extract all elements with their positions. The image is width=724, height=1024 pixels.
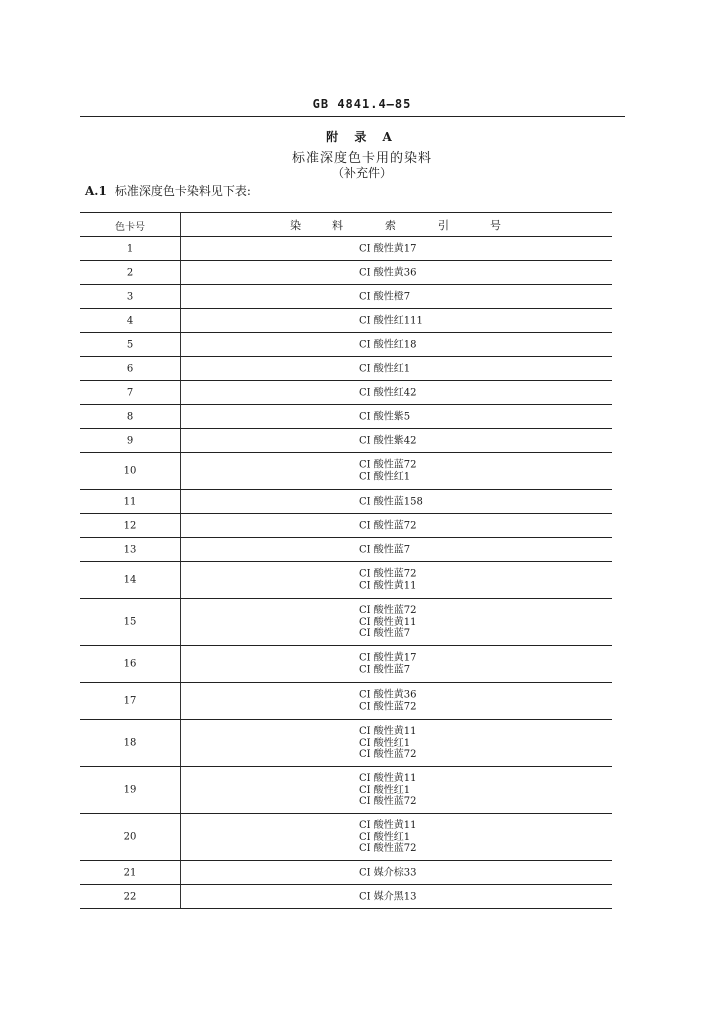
table-row: [80, 599, 612, 646]
column-divider: [180, 213, 181, 236]
dye-entry: CI 酸性黄17: [359, 242, 417, 254]
card-number-cell: 10: [123, 465, 137, 477]
column-divider: [180, 381, 181, 404]
table-row: [80, 261, 612, 285]
dye-entry: CI 酸性蓝72: [359, 795, 417, 807]
column-divider: [180, 237, 181, 260]
column-divider: [180, 599, 181, 645]
dye-entry: CI 酸性蓝72: [359, 459, 417, 471]
dye-entry: CI 酸性红42: [359, 386, 417, 398]
table-row: [80, 237, 612, 261]
dye-index-cell: [359, 544, 410, 556]
column-divider: [180, 309, 181, 332]
dye-entry: CI 酸性红1: [359, 784, 411, 796]
column-divider: [180, 538, 181, 561]
table-row: [80, 429, 612, 453]
column-divider: [180, 861, 181, 884]
column-divider: [180, 720, 181, 766]
column-divider: [180, 453, 181, 489]
dye-index-cell: [359, 773, 417, 808]
clause-text: 标准深度色卡染料见下表:: [114, 184, 251, 198]
header-char: 索: [385, 219, 396, 232]
dye-entry: CI 酸性蓝72: [359, 842, 417, 854]
table-row: [80, 538, 612, 562]
dye-entry: CI 酸性红1: [359, 362, 411, 374]
column-divider: [180, 767, 181, 813]
dye-index-cell: [359, 243, 417, 255]
card-number-cell: 6: [126, 363, 134, 374]
dye-entry: CI 酸性蓝158: [359, 495, 423, 507]
dye-entry: CI 酸性橙7: [359, 290, 411, 302]
table-row: [80, 514, 612, 538]
dye-index-cell: [359, 726, 417, 761]
dye-entry: CI 酸性紫42: [359, 434, 417, 446]
dye-index-cell: [359, 605, 417, 640]
dye-entry: CI 媒介黑13: [359, 890, 417, 902]
dye-entry: CI 酸性黄11: [359, 819, 417, 831]
column-divider: [180, 683, 181, 719]
table-row: [80, 309, 612, 333]
card-number-cell: 14: [123, 574, 137, 586]
dye-entry: CI 酸性黄11: [359, 616, 417, 628]
header-char: 料: [332, 219, 343, 232]
column-divider: [180, 562, 181, 598]
appendix-title: 标准深度色卡用的染料: [291, 151, 432, 166]
dye-index-cell: [359, 653, 417, 676]
table-row: [80, 720, 612, 767]
column-divider: [180, 490, 181, 513]
card-number-cell: 20: [123, 831, 137, 843]
standard-code-header: GB 4841.4—85: [312, 97, 412, 111]
dye-entry: CI 酸性红1: [359, 831, 411, 843]
table-row: [80, 405, 612, 429]
card-number-cell: 17: [123, 695, 137, 707]
dye-entry: CI 酸性蓝7: [359, 627, 411, 639]
dye-index-cell: [359, 291, 410, 303]
dye-index-cell: [359, 891, 417, 903]
dye-index-cell: [359, 267, 417, 279]
card-number-cell: 1: [126, 243, 134, 254]
card-number-cell: 16: [123, 658, 137, 670]
table-header: [80, 212, 612, 237]
dye-index-cell: [359, 569, 417, 592]
dye-entry: CI 酸性黄36: [359, 689, 417, 701]
card-number-cell: 7: [126, 387, 134, 398]
dye-index-cell: [359, 339, 417, 351]
card-number-cell: 13: [123, 544, 137, 555]
dye-entry: CI 酸性蓝72: [359, 604, 417, 616]
dye-entry: CI 酸性黄36: [359, 266, 417, 278]
table-row: [80, 562, 612, 599]
header-char: 引: [438, 219, 449, 232]
column-divider: [180, 646, 181, 682]
dye-entry: CI 酸性黄11: [359, 725, 417, 737]
card-number-cell: 12: [123, 520, 137, 531]
dye-entry: CI 酸性蓝7: [359, 543, 411, 555]
dye-index-cell: [359, 820, 417, 855]
card-number-cell: 4: [126, 315, 134, 326]
dye-index-cell: [359, 387, 417, 399]
column-divider: [180, 429, 181, 452]
clause-number: A.1: [85, 184, 107, 198]
table-row: [80, 861, 612, 885]
header-card-number: 色卡号: [115, 222, 145, 233]
dye-entry: CI 酸性蓝72: [359, 701, 417, 712]
column-divider: [180, 885, 181, 908]
card-number-cell: 2: [126, 267, 134, 278]
dye-entry: CI 酸性黄11: [359, 772, 417, 784]
header-rule: [80, 116, 625, 117]
dye-index-cell: [359, 435, 417, 447]
appendix-subtitle: （补充件）: [331, 166, 392, 180]
dye-entry: CI 酸性黄11: [359, 580, 417, 591]
header-char: 染: [290, 219, 301, 232]
dye-entry: CI 酸性蓝72: [359, 519, 417, 531]
column-divider: [180, 814, 181, 860]
table-row: [80, 357, 612, 381]
card-number-cell: 22: [123, 891, 137, 902]
dye-entry: CI 酸性红18: [359, 338, 417, 350]
dye-entry: CI 酸性紫5: [359, 410, 411, 422]
card-number-cell: 9: [126, 435, 134, 446]
table-row: [80, 683, 612, 720]
card-number-cell: 15: [123, 616, 137, 628]
table-row: [80, 490, 612, 514]
column-divider: [180, 285, 181, 308]
column-divider: [180, 405, 181, 428]
header-char: 号: [490, 219, 501, 232]
dye-entry: CI 酸性黄17: [359, 652, 417, 664]
dye-index-cell: [359, 520, 417, 532]
dye-entry: CI 媒介棕33: [359, 866, 417, 878]
dye-entry: CI 酸性红111: [359, 314, 423, 326]
clause-a1: [85, 182, 251, 199]
table-row: [80, 453, 612, 490]
dye-index-cell: [359, 690, 417, 713]
card-number-cell: 21: [123, 867, 137, 878]
dye-index-cell: [359, 363, 410, 375]
column-divider: [180, 357, 181, 380]
card-number-cell: 3: [126, 291, 134, 302]
table-row: [80, 333, 612, 357]
dye-entry: CI 酸性蓝72: [359, 748, 417, 760]
dye-index-cell: [359, 867, 417, 879]
table-row: [80, 381, 612, 405]
column-divider: [180, 514, 181, 537]
card-number-cell: 19: [123, 784, 137, 796]
dye-index-cell: [359, 496, 423, 508]
dye-entry: CI 酸性红1: [359, 737, 411, 749]
card-number-cell: 11: [123, 496, 137, 507]
appendix-label: 附 录 A: [326, 130, 398, 144]
card-number-cell: 8: [126, 411, 134, 422]
dye-table: [80, 212, 612, 909]
dye-index-cell: [359, 411, 410, 423]
table-row: [80, 285, 612, 309]
table-row: [80, 646, 612, 683]
table-row: [80, 885, 612, 909]
table-row: [80, 814, 612, 861]
dye-entry: CI 酸性红1: [359, 471, 411, 482]
dye-entry: CI 酸性蓝7: [359, 664, 411, 675]
column-divider: [180, 333, 181, 356]
dye-index-cell: [359, 460, 417, 483]
card-number-cell: 5: [126, 339, 134, 350]
card-number-cell: 18: [123, 737, 137, 749]
table-row: [80, 767, 612, 814]
dye-index-cell: [359, 315, 423, 327]
table-body: [80, 237, 612, 909]
dye-entry: CI 酸性蓝72: [359, 568, 417, 580]
column-divider: [180, 261, 181, 284]
